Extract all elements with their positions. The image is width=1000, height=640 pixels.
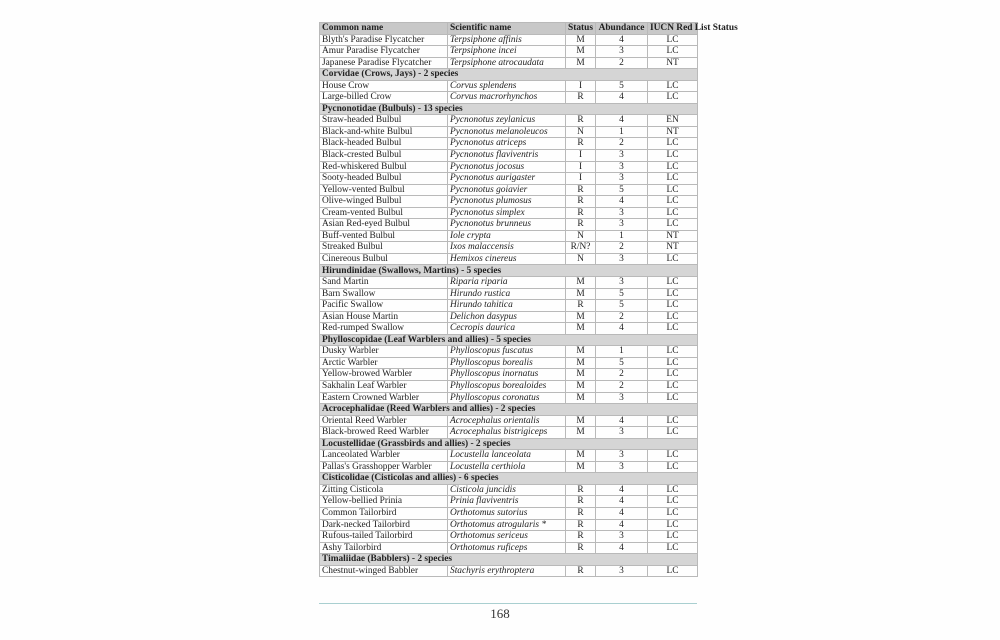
status-cell: R bbox=[566, 300, 596, 312]
abundance-cell: 3 bbox=[596, 207, 648, 219]
family-header-row bbox=[320, 265, 698, 277]
common-name-cell: Red-rumped Swallow bbox=[320, 323, 448, 335]
common-name-cell: Pacific Swallow bbox=[320, 300, 448, 312]
iucn-status-cell: LC bbox=[648, 427, 698, 439]
abundance-cell: 3 bbox=[596, 46, 648, 58]
species-row bbox=[320, 80, 698, 92]
family-name: Hirundinidae (Swallows, Martins) - 5 species bbox=[320, 265, 698, 277]
abundance-cell: 1 bbox=[596, 230, 648, 242]
status-cell: N bbox=[566, 126, 596, 138]
scientific-name-cell: Cecropis daurica bbox=[448, 323, 566, 335]
scientific-name-cell: Pycnonotus simplex bbox=[448, 207, 566, 219]
abundance-cell: 3 bbox=[596, 173, 648, 185]
iucn-status-cell: LC bbox=[648, 300, 698, 312]
scientific-name-cell: Orthotomus ruficeps bbox=[448, 542, 566, 554]
species-row bbox=[320, 288, 698, 300]
abundance-cell: 3 bbox=[596, 392, 648, 404]
common-name-cell: Oriental Reed Warbler bbox=[320, 415, 448, 427]
status-cell: I bbox=[566, 173, 596, 185]
scientific-name-cell: Cisticola juncidis bbox=[448, 484, 566, 496]
scientific-name-cell: Corvus macrorhynchos bbox=[448, 92, 566, 104]
scientific-name-cell: Phylloscopus inornatus bbox=[448, 369, 566, 381]
abundance-cell: 4 bbox=[596, 415, 648, 427]
species-row bbox=[320, 461, 698, 473]
species-row bbox=[320, 346, 698, 358]
status-cell: I bbox=[566, 80, 596, 92]
scientific-name-cell: Phylloscopus fuscatus bbox=[448, 346, 566, 358]
family-name: Timaliidae (Babblers) - 2 species bbox=[320, 554, 698, 566]
status-cell: R bbox=[566, 542, 596, 554]
species-row bbox=[320, 542, 698, 554]
common-name-cell: Black-crested Bulbul bbox=[320, 150, 448, 162]
family-name: Acrocephalidae (Reed Warblers and allies) - 2 species bbox=[320, 404, 698, 416]
status-cell: M bbox=[566, 311, 596, 323]
scientific-name-cell: Corvus splendens bbox=[448, 80, 566, 92]
iucn-status-cell: LC bbox=[648, 369, 698, 381]
abundance-cell: 3 bbox=[596, 461, 648, 473]
species-row bbox=[320, 427, 698, 439]
scientific-name-cell: Pycnonotus aurigaster bbox=[448, 173, 566, 185]
family-header-row bbox=[320, 473, 698, 485]
abundance-cell: 3 bbox=[596, 565, 648, 577]
species-row bbox=[320, 242, 698, 254]
abundance-cell: 2 bbox=[596, 369, 648, 381]
iucn-status-cell: LC bbox=[648, 323, 698, 335]
scientific-name-cell: Riparia riparia bbox=[448, 277, 566, 289]
species-row bbox=[320, 92, 698, 104]
family-header-row bbox=[320, 404, 698, 416]
common-name-cell: Zitting Cisticola bbox=[320, 484, 448, 496]
species-row bbox=[320, 415, 698, 427]
species-row bbox=[320, 484, 698, 496]
abundance-cell: 2 bbox=[596, 380, 648, 392]
family-name: Cisticolidae (Cisticolas and allies) - 6 species bbox=[320, 473, 698, 485]
iucn-status-cell: LC bbox=[648, 484, 698, 496]
iucn-status-cell: LC bbox=[648, 288, 698, 300]
iucn-status-cell: LC bbox=[648, 277, 698, 289]
status-cell: M bbox=[566, 34, 596, 46]
status-cell: N bbox=[566, 253, 596, 265]
iucn-status-cell: LC bbox=[648, 531, 698, 543]
header-iucn-status: IUCN Red List Status bbox=[648, 23, 698, 35]
scientific-name-cell: Ixos malaccensis bbox=[448, 242, 566, 254]
status-cell: R bbox=[566, 565, 596, 577]
species-row bbox=[320, 253, 698, 265]
abundance-cell: 4 bbox=[596, 484, 648, 496]
iucn-status-cell: LC bbox=[648, 565, 698, 577]
status-cell: R bbox=[566, 115, 596, 127]
scientific-name-cell: Pycnonotus melanoleucos bbox=[448, 126, 566, 138]
status-cell: R bbox=[566, 92, 596, 104]
species-row bbox=[320, 311, 698, 323]
species-row bbox=[320, 184, 698, 196]
table-body bbox=[320, 34, 698, 577]
common-name-cell: Eastern Crowned Warbler bbox=[320, 392, 448, 404]
common-name-cell: Straw-headed Bulbul bbox=[320, 115, 448, 127]
iucn-status-cell: NT bbox=[648, 230, 698, 242]
family-header-row bbox=[320, 554, 698, 566]
scientific-name-cell: Prinia flaviventris bbox=[448, 496, 566, 508]
table-header-row bbox=[320, 23, 698, 35]
common-name-cell: Red-whiskered Bulbul bbox=[320, 161, 448, 173]
iucn-status-cell: LC bbox=[648, 542, 698, 554]
header-common-name: Common name bbox=[320, 23, 448, 35]
scientific-name-cell: Terpsiphone incei bbox=[448, 46, 566, 58]
iucn-status-cell: LC bbox=[648, 138, 698, 150]
status-cell: R bbox=[566, 219, 596, 231]
iucn-status-cell: LC bbox=[648, 92, 698, 104]
species-row bbox=[320, 357, 698, 369]
abundance-cell: 3 bbox=[596, 253, 648, 265]
common-name-cell: Barn Swallow bbox=[320, 288, 448, 300]
status-cell: M bbox=[566, 380, 596, 392]
abundance-cell: 3 bbox=[596, 427, 648, 439]
header-abundance: Abundance bbox=[596, 23, 648, 35]
scientific-name-cell: Locustella lanceolata bbox=[448, 450, 566, 462]
iucn-status-cell: LC bbox=[648, 207, 698, 219]
status-cell: R bbox=[566, 484, 596, 496]
common-name-cell: Streaked Bulbul bbox=[320, 242, 448, 254]
abundance-cell: 5 bbox=[596, 184, 648, 196]
species-row bbox=[320, 392, 698, 404]
common-name-cell: Yellow-vented Bulbul bbox=[320, 184, 448, 196]
common-name-cell: Pallas's Grasshopper Warbler bbox=[320, 461, 448, 473]
common-name-cell: Chestnut-winged Babbler bbox=[320, 565, 448, 577]
species-row bbox=[320, 115, 698, 127]
status-cell: R/N? bbox=[566, 242, 596, 254]
abundance-cell: 4 bbox=[596, 34, 648, 46]
iucn-status-cell: LC bbox=[648, 346, 698, 358]
common-name-cell: Ashy Tailorbird bbox=[320, 542, 448, 554]
status-cell: M bbox=[566, 450, 596, 462]
status-cell: M bbox=[566, 323, 596, 335]
iucn-status-cell: LC bbox=[648, 496, 698, 508]
iucn-status-cell: EN bbox=[648, 115, 698, 127]
scientific-name-cell: Pycnonotus atriceps bbox=[448, 138, 566, 150]
abundance-cell: 2 bbox=[596, 57, 648, 69]
common-name-cell: Sand Martin bbox=[320, 277, 448, 289]
family-name: Locustellidae (Grassbirds and allies) - 2 species bbox=[320, 438, 698, 450]
common-name-cell: Sakhalin Leaf Warbler bbox=[320, 380, 448, 392]
abundance-cell: 1 bbox=[596, 346, 648, 358]
header-status: Status bbox=[566, 23, 596, 35]
abundance-cell: 4 bbox=[596, 92, 648, 104]
scientific-name-cell: Hirundo rustica bbox=[448, 288, 566, 300]
abundance-cell: 4 bbox=[596, 496, 648, 508]
scientific-name-cell: Acrocephalus bistrigiceps bbox=[448, 427, 566, 439]
status-cell: R bbox=[566, 496, 596, 508]
abundance-cell: 2 bbox=[596, 242, 648, 254]
status-cell: R bbox=[566, 507, 596, 519]
common-name-cell: Cream-vented Bulbul bbox=[320, 207, 448, 219]
common-name-cell: Yellow-browed Warbler bbox=[320, 369, 448, 381]
scientific-name-cell: Phylloscopus borealis bbox=[448, 357, 566, 369]
species-row bbox=[320, 57, 698, 69]
status-cell: I bbox=[566, 161, 596, 173]
abundance-cell: 5 bbox=[596, 80, 648, 92]
common-name-cell: Dusky Warbler bbox=[320, 346, 448, 358]
family-header-row bbox=[320, 69, 698, 81]
species-row bbox=[320, 507, 698, 519]
abundance-cell: 4 bbox=[596, 542, 648, 554]
status-cell: M bbox=[566, 392, 596, 404]
abundance-cell: 3 bbox=[596, 450, 648, 462]
iucn-status-cell: LC bbox=[648, 392, 698, 404]
common-name-cell: Buff-vented Bulbul bbox=[320, 230, 448, 242]
common-name-cell: Amur Paradise Flycatcher bbox=[320, 46, 448, 58]
species-row bbox=[320, 138, 698, 150]
iucn-status-cell: LC bbox=[648, 196, 698, 208]
status-cell: N bbox=[566, 230, 596, 242]
status-cell: M bbox=[566, 427, 596, 439]
scientific-name-cell: Pycnonotus plumosus bbox=[448, 196, 566, 208]
abundance-cell: 4 bbox=[596, 507, 648, 519]
iucn-status-cell: LC bbox=[648, 34, 698, 46]
common-name-cell: Asian Red-eyed Bulbul bbox=[320, 219, 448, 231]
scientific-name-cell: Terpsiphone affinis bbox=[448, 34, 566, 46]
scientific-name-cell: Pycnonotus zeylanicus bbox=[448, 115, 566, 127]
abundance-cell: 3 bbox=[596, 277, 648, 289]
iucn-status-cell: LC bbox=[648, 311, 698, 323]
iucn-status-cell: LC bbox=[648, 380, 698, 392]
status-cell: R bbox=[566, 196, 596, 208]
header-scientific-name: Scientific name bbox=[448, 23, 566, 35]
iucn-status-cell: NT bbox=[648, 126, 698, 138]
page-number: 168 bbox=[490, 606, 510, 621]
status-cell: R bbox=[566, 519, 596, 531]
species-row bbox=[320, 565, 698, 577]
iucn-status-cell: LC bbox=[648, 253, 698, 265]
species-row bbox=[320, 450, 698, 462]
footer-divider bbox=[319, 603, 697, 604]
scientific-name-cell: Phylloscopus borealoides bbox=[448, 380, 566, 392]
status-cell: M bbox=[566, 415, 596, 427]
status-cell: R bbox=[566, 138, 596, 150]
abundance-cell: 4 bbox=[596, 323, 648, 335]
scientific-name-cell: Iole crypta bbox=[448, 230, 566, 242]
iucn-status-cell: LC bbox=[648, 507, 698, 519]
abundance-cell: 1 bbox=[596, 126, 648, 138]
iucn-status-cell: LC bbox=[648, 415, 698, 427]
scientific-name-cell: Terpsiphone atrocaudata bbox=[448, 57, 566, 69]
status-cell: I bbox=[566, 150, 596, 162]
scientific-name-cell: Hirundo tahitica bbox=[448, 300, 566, 312]
abundance-cell: 4 bbox=[596, 519, 648, 531]
species-checklist-table bbox=[319, 22, 738, 577]
iucn-status-cell: LC bbox=[648, 173, 698, 185]
species-row bbox=[320, 369, 698, 381]
species-row bbox=[320, 196, 698, 208]
common-name-cell: Lanceolated Warbler bbox=[320, 450, 448, 462]
species-row bbox=[320, 323, 698, 335]
scientific-name-cell: Acrocephalus orientalis bbox=[448, 415, 566, 427]
species-row bbox=[320, 230, 698, 242]
status-cell: R bbox=[566, 207, 596, 219]
family-name: Pycnonotidae (Bulbuls) - 13 species bbox=[320, 103, 698, 115]
common-name-cell: Black-and-white Bulbul bbox=[320, 126, 448, 138]
iucn-status-cell: LC bbox=[648, 184, 698, 196]
status-cell: M bbox=[566, 346, 596, 358]
common-name-cell: Cinereous Bulbul bbox=[320, 253, 448, 265]
common-name-cell: Asian House Martin bbox=[320, 311, 448, 323]
abundance-cell: 3 bbox=[596, 531, 648, 543]
species-row bbox=[320, 46, 698, 58]
scientific-name-cell: Pycnonotus flaviventris bbox=[448, 150, 566, 162]
abundance-cell: 5 bbox=[596, 288, 648, 300]
status-cell: R bbox=[566, 531, 596, 543]
abundance-cell: 2 bbox=[596, 138, 648, 150]
abundance-cell: 4 bbox=[596, 115, 648, 127]
scientific-name-cell: Orthotomus sutorius bbox=[448, 507, 566, 519]
status-cell: M bbox=[566, 46, 596, 58]
species-row bbox=[320, 496, 698, 508]
common-name-cell: House Crow bbox=[320, 80, 448, 92]
common-name-cell: Olive-winged Bulbul bbox=[320, 196, 448, 208]
common-name-cell: Japanese Paradise Flycatcher bbox=[320, 57, 448, 69]
status-cell: M bbox=[566, 288, 596, 300]
iucn-status-cell: LC bbox=[648, 461, 698, 473]
iucn-status-cell: LC bbox=[648, 357, 698, 369]
species-row bbox=[320, 207, 698, 219]
abundance-cell: 4 bbox=[596, 196, 648, 208]
scientific-name-cell: Pycnonotus jocosus bbox=[448, 161, 566, 173]
scientific-name-cell: Hemixos cinereus bbox=[448, 253, 566, 265]
iucn-status-cell: NT bbox=[648, 57, 698, 69]
common-name-cell: Black-headed Bulbul bbox=[320, 138, 448, 150]
common-name-cell: Black-browed Reed Warbler bbox=[320, 427, 448, 439]
iucn-status-cell: LC bbox=[648, 80, 698, 92]
species-row bbox=[320, 380, 698, 392]
iucn-status-cell: LC bbox=[648, 150, 698, 162]
species-row bbox=[320, 150, 698, 162]
scientific-name-cell: Orthotomus atrogularis * bbox=[448, 519, 566, 531]
common-name-cell: Dark-necked Tailorbird bbox=[320, 519, 448, 531]
species-row bbox=[320, 126, 698, 138]
status-cell: M bbox=[566, 357, 596, 369]
common-name-cell: Arctic Warbler bbox=[320, 357, 448, 369]
species-row bbox=[320, 277, 698, 289]
species-row bbox=[320, 531, 698, 543]
abundance-cell: 5 bbox=[596, 300, 648, 312]
family-header-row bbox=[320, 334, 698, 346]
abundance-cell: 3 bbox=[596, 161, 648, 173]
family-name: Phylloscopidae (Leaf Warblers and allies) - 5 species bbox=[320, 334, 698, 346]
family-header-row bbox=[320, 103, 698, 115]
iucn-status-cell: LC bbox=[648, 519, 698, 531]
iucn-status-cell: LC bbox=[648, 219, 698, 231]
common-name-cell: Rufous-tailed Tailorbird bbox=[320, 531, 448, 543]
common-name-cell: Large-billed Crow bbox=[320, 92, 448, 104]
common-name-cell: Common Tailorbird bbox=[320, 507, 448, 519]
iucn-status-cell: LC bbox=[648, 161, 698, 173]
scientific-name-cell: Phylloscopus coronatus bbox=[448, 392, 566, 404]
species-row bbox=[320, 219, 698, 231]
common-name-cell: Blyth's Paradise Flycatcher bbox=[320, 34, 448, 46]
status-cell: R bbox=[566, 184, 596, 196]
scientific-name-cell: Orthotomus sericeus bbox=[448, 531, 566, 543]
abundance-cell: 3 bbox=[596, 219, 648, 231]
iucn-status-cell: LC bbox=[648, 46, 698, 58]
common-name-cell: Yellow-bellied Prinia bbox=[320, 496, 448, 508]
scientific-name-cell: Pycnonotus brunneus bbox=[448, 219, 566, 231]
status-cell: M bbox=[566, 57, 596, 69]
iucn-status-cell: LC bbox=[648, 450, 698, 462]
status-cell: M bbox=[566, 461, 596, 473]
scientific-name-cell: Locustella certhiola bbox=[448, 461, 566, 473]
iucn-status-cell: NT bbox=[648, 242, 698, 254]
species-row bbox=[320, 161, 698, 173]
status-cell: M bbox=[566, 277, 596, 289]
species-row bbox=[320, 300, 698, 312]
family-header-row bbox=[320, 438, 698, 450]
status-cell: M bbox=[566, 369, 596, 381]
abundance-cell: 5 bbox=[596, 357, 648, 369]
abundance-cell: 3 bbox=[596, 150, 648, 162]
species-row bbox=[320, 34, 698, 46]
scientific-name-cell: Delichon dasypus bbox=[448, 311, 566, 323]
abundance-cell: 2 bbox=[596, 311, 648, 323]
species-row bbox=[320, 519, 698, 531]
family-name: Corvidae (Crows, Jays) - 2 species bbox=[320, 69, 698, 81]
scientific-name-cell: Pycnonotus goiavier bbox=[448, 184, 566, 196]
common-name-cell: Sooty-headed Bulbul bbox=[320, 173, 448, 185]
scientific-name-cell: Stachyris erythroptera bbox=[448, 565, 566, 577]
species-row bbox=[320, 173, 698, 185]
